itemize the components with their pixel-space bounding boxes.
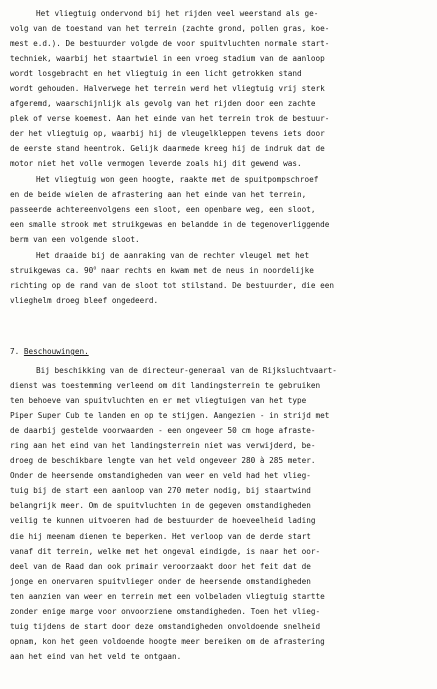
degree-sign: o bbox=[93, 265, 97, 272]
text-line: belangrijk meer. Om de spuitvluchten in de gegeven omstandigheden bbox=[10, 501, 311, 511]
text-line: dienst was toestemming verleend om dit landingsterrein te gebruiken bbox=[10, 381, 321, 391]
text-line: Piper Super Cub te landen en op te stijgen. Aangezien - in strijd met bbox=[10, 411, 330, 421]
text-line: motor niet het volle vermogen leverde zoals hij dit gewend was. bbox=[10, 159, 302, 169]
text-line: afgeremd, waarschijnlijk als gevolg van het rijden door een zachte bbox=[10, 99, 316, 109]
text-line: vlieghelm droeg bleef ongedeerd. bbox=[10, 296, 159, 306]
text-line: jonge en onervaren spuitvlieger onder de heersende omstandigheden bbox=[10, 576, 311, 586]
text-line: een smalle strook met struikgewas en belandde in de tegenoverliggende bbox=[10, 219, 330, 229]
text-line: ten behoeve van spuitvluchten en er met vliegtuigen van het type bbox=[10, 396, 307, 406]
text-line: tuig tijdens de start door deze omstandigheden onvoldoende snelheid bbox=[10, 621, 321, 631]
text-line: wordt losgebracht en het vliegtuig in een licht getrokken stand bbox=[10, 69, 302, 79]
text-line: Bij beschikking van de directeur-generaal van de Rijksluchtvaart- bbox=[36, 366, 337, 375]
text-line: zonder enige marge voor onvoorziene omstandigheden. Toen het vlieg- bbox=[10, 606, 321, 616]
paragraph-considerations bbox=[10, 363, 430, 664]
text-line: struikgewas ca. 90$^o$ naar rechts en kwam met de neus in noordelijke bbox=[10, 265, 314, 276]
paragraph-no-height bbox=[10, 172, 430, 247]
text-line: opnam, kon het geen voldoende hoogte meer bereiken om de afrastering bbox=[10, 636, 325, 646]
text-line: vanaf dit terrein, welke met het ongeval eindigde, is naar het oor- bbox=[10, 546, 321, 556]
text-line: veilig te kunnen uitvoeren had de bestuurder de hoeveelheid lading bbox=[10, 516, 316, 526]
text-line: droeg de beschikbare lengte van het veld ongeveer 280 à 285 meter. bbox=[10, 456, 316, 466]
text-line: richting op de rand van de sloot tot stilstand. De bestuurder, die een bbox=[10, 281, 334, 291]
text-line: die hij meenam dienen te beperken. Het verloop van de derde start bbox=[10, 531, 311, 541]
text-line: aan het eind van het veld te ontgaan. bbox=[10, 651, 182, 661]
text-line: ten aanzien van weer en terrein met een volbeladen vliegtuig startte bbox=[10, 591, 325, 601]
text-line: volg van de toestand van het terrein (zachte grond, pollen gras, koe- bbox=[10, 24, 330, 34]
text-line: Onder de heersende omstandigheden van weer en veld had het vlieg- bbox=[10, 471, 311, 481]
text-line: plek of verse koemest. Aan het einde van het terrein trok de bestuur- bbox=[10, 114, 330, 124]
text-line: deel van de Raad dan ook primair veroorzaakt door het feit dat de bbox=[10, 561, 311, 571]
text-line: Het draaide bij de aanraking van de rechter vleugel met het bbox=[36, 251, 310, 260]
paragraph-takeoff-run bbox=[10, 6, 430, 172]
text-line: ring aan het eind van het landingsterrein niet was verwijderd, be- bbox=[10, 441, 316, 451]
text-line: tuig bij de start een aanloop van 270 meter nodig, bij staartwind bbox=[10, 486, 311, 496]
text-line: mest e.d.). De bestuurder volgde de voor spuitvluchten normale start- bbox=[10, 39, 330, 49]
text-line: wordt gehouden. Halverwege het terrein werd het vliegtuig vrij sterk bbox=[10, 84, 325, 94]
text-line: Het vliegtuig ondervond bij het rijden veel weerstand als ge- bbox=[36, 9, 319, 18]
text-line: Het vliegtuig won geen hoogte, raakte met de spuitpompschroef bbox=[36, 174, 319, 184]
text-line: de eerste stand heentrok. Gelijk daarmede kreeg hij de indruk dat de bbox=[10, 144, 325, 154]
text-line: en de beide wielen de afrastering aan het einde van het terrein, bbox=[10, 189, 307, 199]
heading-number: 7. bbox=[10, 347, 20, 356]
text-line: der het vliegtuig op, waarbij hij de vleugelkleppen tevens iets door bbox=[10, 129, 325, 139]
heading-title: Beschouwingen. bbox=[23, 347, 89, 356]
text-line: techniek, waarbij het staartwiel in een vroeg stadium van de aanloop bbox=[10, 54, 325, 64]
text-line: de daarbij gestelde voorwaarden - een ongeveer 50 cm hoge afraste- bbox=[10, 426, 316, 436]
text-line: berm van een volgende sloot. bbox=[10, 234, 140, 244]
section-heading bbox=[10, 344, 89, 359]
paragraph-rotation bbox=[10, 248, 430, 308]
text-line: passeerde achtereenvolgens een sloot, een openbare weg, een sloot, bbox=[10, 204, 316, 214]
